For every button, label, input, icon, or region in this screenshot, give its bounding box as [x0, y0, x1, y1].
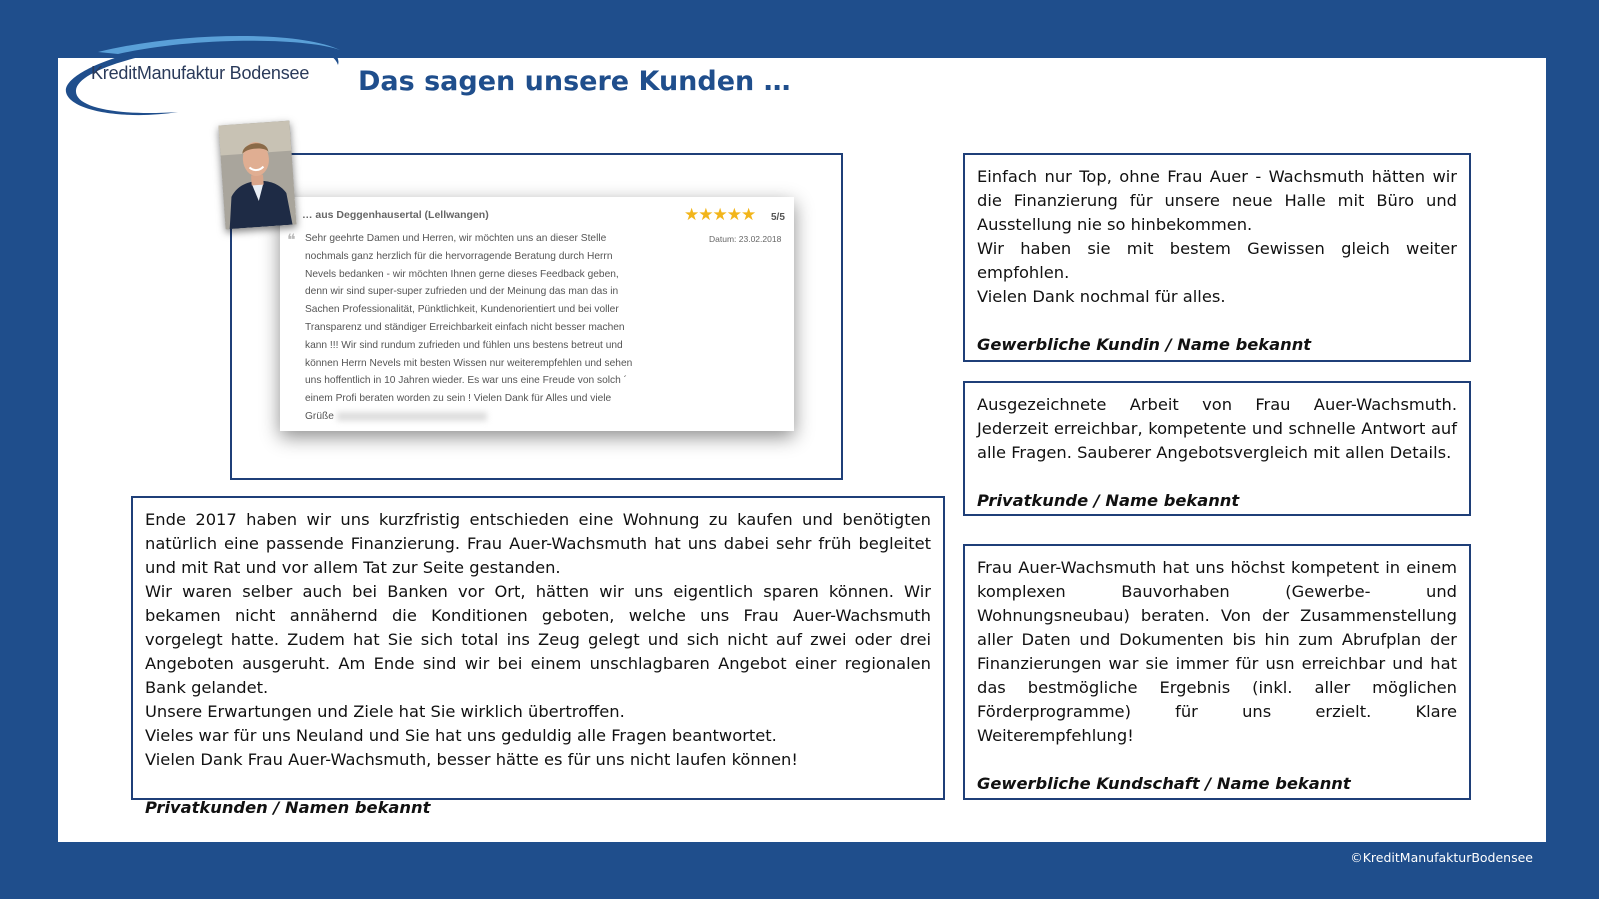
company-logo[interactable] [58, 30, 348, 120]
advisor-photo [218, 121, 296, 230]
testimonial-paragraph: Einfach nur Top, ohne Frau Auer - Wachsmuth hätten wir die Finanzierung für unsere neue Halle mit Büro und Ausstellung nie so hinbekommen. [977, 167, 1457, 234]
testimonial-commercial-customer [963, 153, 1471, 362]
testimonial-paragraph: Ende 2017 haben wir uns kurzfristig entschieden eine Wohnung zu kaufen und benötigten natürlich eine passende Finanzierung. Frau Auer-Wachsmuth hat uns dabei sehr früh begleitet und mit Rat und vor allem Tat zur Seite gestanden. [145, 510, 931, 577]
star-rating-icon: ★★★★★ [684, 205, 756, 224]
review-screenshot [280, 197, 794, 431]
quote-icon: ❝ [287, 230, 296, 249]
blurred-name [337, 412, 487, 421]
review-location: … aus Deggenhausertal (Lellwangen) [302, 209, 489, 221]
review-line: Transparenz und ständiger Erreichbarkeit einfach nicht besser machen [305, 321, 625, 333]
review-date: Datum: 23.02.2018 [709, 234, 782, 244]
testimonial-private-customer [963, 381, 1471, 516]
testimonial-paragraph: Wir waren selber auch bei Banken vor Ort, hätten wir uns eigentlich sparen können. Wir bekamen nicht annähernd die Konditionen geboten, welche uns Frau Auer-Wachsmuth vorgelegt hatte. Zudem hat Sie sich total ins Zeug gelegt und sich nicht auf zwei oder drei Angeboten ausgeruht. Am Ende sind wir bei einem unschlagbaren Angebot einer regionalen Bank gelandet. [145, 582, 931, 697]
review-line: einem Profi beraten worden zu sein ! Vielen Dank für Alles und viele [305, 393, 612, 405]
review-line: denn wir sind super-super zufrieden und der Meinung das man das in [305, 286, 619, 298]
testimonial-paragraph: Frau Auer-Wachsmuth hat uns höchst kompetent in einem komplexen Bauvorhaben (Gewerbe- und Wohnungsneubau) beraten. Von der Zusammenstellung aller Daten und Dokumenten bis hin zum Abrufplan der Finanzierungen war sie immer für usn erreichbar und hat das bestmögliche Ergebnis (inkl. aller möglichen Förderprogramme) für uns erzielt. Klare Weiterempfehlung! [977, 558, 1457, 745]
testimonial-paragraph: Vielen Dank nochmal für alles. [977, 287, 1226, 306]
testimonial-paragraph: Unsere Erwartungen und Ziele hat Sie wirklich übertroffen. [145, 702, 625, 721]
person-photo-icon [218, 121, 296, 230]
review-line: Sachen Professionalität, Pünktlichkeit, Kundenorientiert und bei voller [305, 304, 619, 316]
testimonial-signature: Gewerbliche Kundschaft / Name bekannt [977, 774, 1351, 793]
review-line: uns hoffentlich in 10 Jahren wieder. Es war uns eine Freude von solch ´ [305, 375, 628, 387]
testimonial-private-clients [131, 496, 945, 817]
testimonial-signature: Gewerbliche Kundin / Name bekannt [977, 335, 1312, 354]
review-text [305, 230, 665, 426]
review-line: kann !!! Wir sind rundum zufrieden und fühlen uns bestens betreut und [305, 339, 623, 351]
testimonial-commercial-clientele [963, 544, 1471, 800]
testimonial-paragraph: Ausgezeichnete Arbeit von Frau Auer-Wachsmuth. Jederzeit erreichbar, kompetente und schnelle Antwort auf alle Fragen. Sauberer Angebotsvergleich mit allen Details. [977, 395, 1457, 462]
review-greeting: Grüße [305, 410, 334, 422]
testimonial-signature: Privatkunden / Namen bekannt [145, 798, 431, 817]
testimonial-paragraph: Vieles war für uns Neuland und Sie hat uns geduldig alle Fragen beantwortet. [145, 726, 777, 745]
testimonial-paragraph: Vielen Dank Frau Auer-Wachsmuth, besser hätte es für uns nicht laufen können! [145, 750, 798, 769]
page-title: Das sagen unsere Kunden … [358, 66, 791, 97]
review-line: können Herrn Nevels mit besten Wissen nur weiterempfehlen und sehen [305, 357, 633, 369]
testimonial-paragraph: Wir haben sie mit bestem Gewissen gleich weiter empfohlen. [977, 239, 1457, 282]
review-score: 5/5 [771, 212, 785, 223]
review-line: nochmals ganz herzlich für die hervorragende Beratung durch Herrn [305, 250, 613, 262]
logo-text: KreditManufaktur Bodensee [91, 63, 310, 83]
review-line: Sehr geehrte Damen und Herren, wir möchten uns an dieser Stelle [305, 233, 607, 244]
review-line: Nevels bedanken - wir möchten Ihnen gerne dieses Feedback geben, [305, 268, 619, 280]
review-line-last [305, 408, 665, 426]
copyright-notice: ©KreditManufakturBodensee [1350, 850, 1533, 865]
testimonial-signature: Privatkunde / Name bekannt [977, 491, 1240, 510]
